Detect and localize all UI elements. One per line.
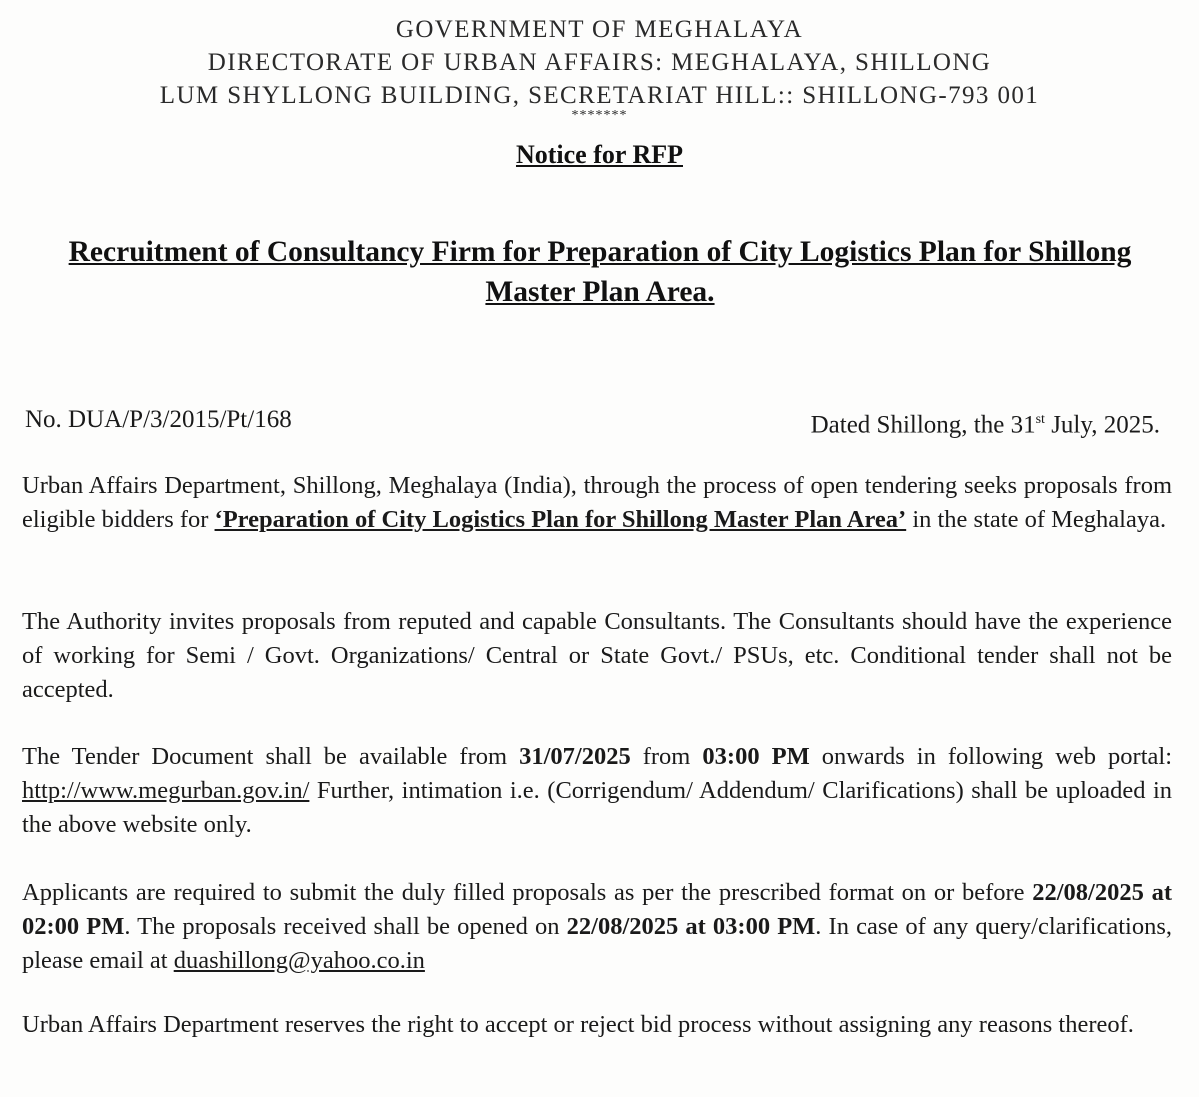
- availability-time: 03:00 PM: [702, 743, 810, 770]
- notice-title: Notice for RFP: [515, 140, 683, 169]
- intro-text-end: in the state of Meghalaya.: [906, 506, 1167, 533]
- reference-number: No. DUA/P/3/2015/Pt/168: [25, 406, 292, 433]
- paragraph-rights-reserved: Urban Affairs Department reserves the right to accept or reject bid process without assigning any reasons thereof.: [22, 1011, 1134, 1038]
- paragraph-intro: [22, 469, 1172, 537]
- submission-deadline: 22/08/2025 at 02:00 PM: [22, 879, 1172, 940]
- intro-text-start: Urban Affairs Department, Shillong, Meghalaya (India), through the process of open tendering seeks proposals from eligible bidders for: [22, 472, 1172, 533]
- date-suffix: July, 2025.: [1044, 411, 1160, 439]
- paragraph-tender-document: [22, 740, 1172, 842]
- tender-text-1: The Tender Document shall be available from: [22, 743, 520, 770]
- letterhead-government: GOVERNMENT OF MEGHALAYA: [395, 16, 804, 43]
- availability-date: 31/07/2025: [519, 743, 631, 770]
- date-prefix: Dated Shillong, the 31: [810, 411, 1036, 439]
- tender-text-4: Further, intimation i.e. (Corrigendum/ Addendum/ Clarifications) shall be uploaded in the above website only.: [22, 777, 1172, 838]
- reference-date: [811, 405, 1160, 440]
- paragraph-submission: [22, 876, 1172, 978]
- paragraph-eligibility: The Authority invites proposals from reputed and capable Consultants. The Consultants should have the experience of working for Semi / Govt. Organizations/ Central or State Govt./ PSUs, etc. Conditional tender shall not be accepted.: [22, 608, 1172, 703]
- letterhead-separator: *******: [571, 108, 628, 123]
- submission-text-2: . The proposals received shall be opened on: [124, 913, 567, 940]
- letterhead-address: LUM SHYLLONG BUILDING, SECRETARIAT HILL:: SHILLONG-793 001: [159, 82, 1040, 109]
- submission-text-1: Applicants are required to submit the duly filled proposals as per the prescribed format on or before: [22, 879, 1033, 906]
- notice-subject: Recruitment of Consultancy Firm for Preparation of City Logistics Plan for Shillong Master Plan Area.: [68, 236, 1132, 308]
- opening-datetime: 22/08/2025 at 03:00 PM: [566, 913, 816, 940]
- submission-text-3: . In case of any query/clarifications, please email at: [22, 913, 1172, 974]
- date-superscript: st: [1035, 412, 1045, 427]
- web-portal-link[interactable]: http://www.megurban.gov.in/: [22, 777, 310, 804]
- tender-text-2: from: [630, 743, 703, 770]
- letterhead-directorate: DIRECTORATE OF URBAN AFFAIRS: MEGHALAYA, SHILLONG: [207, 49, 992, 76]
- project-name: ‘Preparation of City Logistics Plan for Shillong Master Plan Area’: [214, 506, 907, 533]
- tender-text-3: onwards in following web portal:: [809, 743, 1173, 770]
- contact-email-link[interactable]: duashillong@yahoo.co.in: [173, 947, 425, 974]
